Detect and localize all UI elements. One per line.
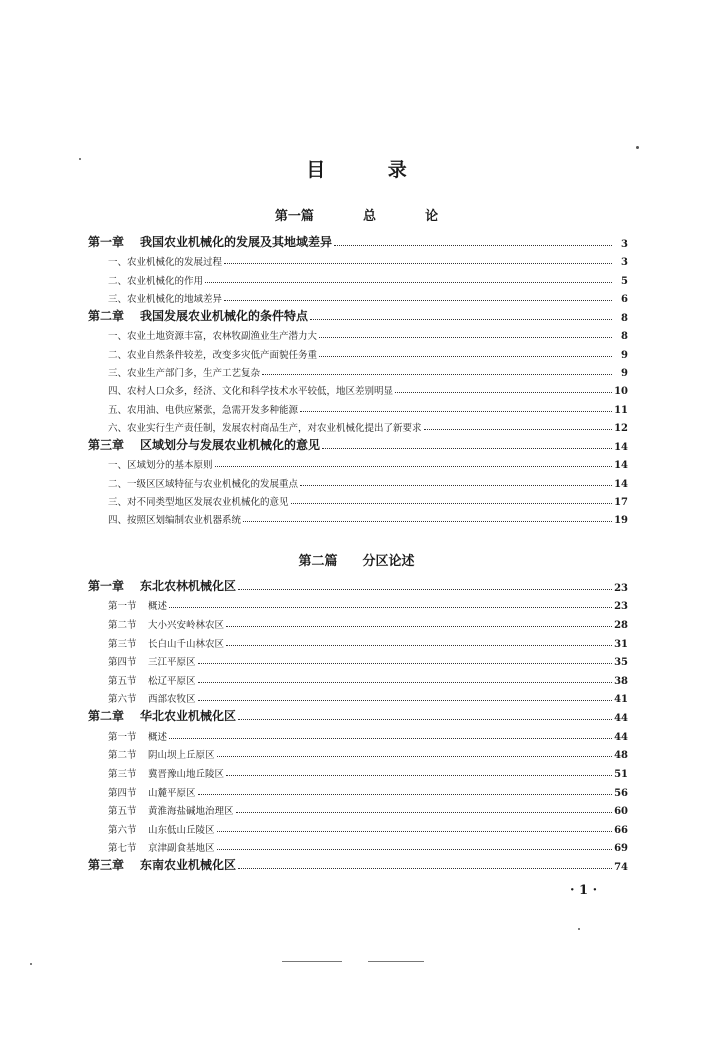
dot-leader	[238, 589, 612, 590]
toc-page-number: 44	[614, 731, 628, 743]
toc-entry-label	[88, 307, 308, 324]
dot-leader	[238, 868, 612, 869]
toc-section-row[interactable]	[88, 817, 628, 836]
toc-page-number: 19	[614, 515, 628, 527]
part2-name: 分区论述	[362, 554, 415, 569]
toc-entry-label	[108, 673, 196, 687]
toc-page-number: 3	[621, 257, 628, 269]
toc-section-row[interactable]	[88, 650, 628, 669]
toc-page-number: 8	[621, 312, 628, 324]
toc-entry-label	[108, 691, 196, 705]
toc-entry-label	[108, 598, 167, 612]
toc-entry-label	[108, 402, 298, 416]
dot-leader	[198, 794, 612, 795]
toc-entry-title: 京津副食基地区	[148, 843, 215, 855]
toc-section-row[interactable]	[88, 268, 628, 286]
toc-page-number: 14	[614, 478, 628, 490]
toc-entry-number: 第二节	[108, 750, 137, 762]
dot-leader	[217, 849, 612, 850]
dot-leader	[322, 448, 612, 449]
toc-page-number: 5	[621, 275, 628, 287]
toc-entry-title: 三、农业机械化的地域差异	[108, 293, 223, 305]
toc-chapter-row[interactable]	[88, 434, 628, 453]
toc-section-row[interactable]	[88, 490, 628, 508]
toc-entry-title: 黄淮海盐碱地治理区	[148, 806, 234, 818]
toc-entry-title: 一、农业土地资源丰富，农林牧副渔业生产潜力大	[108, 331, 318, 343]
toc-section-row[interactable]	[88, 594, 628, 613]
toc-chapter-row[interactable]	[88, 575, 628, 594]
toc-entry-label	[108, 747, 215, 761]
toc-entry-title: 三、对不同类型地区发展农业机械化的意见	[108, 497, 289, 509]
toc-entry-label	[108, 457, 213, 471]
dot-leader	[319, 337, 612, 338]
dot-leader	[226, 645, 612, 646]
toc-chapter-row[interactable]	[88, 231, 628, 250]
toc-chapter-row[interactable]	[88, 305, 628, 324]
toc-entry-title: 五、农用油、电供应紧张，急需开发多种能源	[108, 404, 299, 416]
dot-leader	[262, 374, 612, 375]
toc-section-row[interactable]	[88, 453, 628, 471]
toc-entry-title: 三、农业生产部门多，生产工艺复杂	[108, 367, 261, 379]
toc-chapter-row[interactable]	[88, 854, 628, 873]
toc-page-number: 10	[614, 386, 628, 398]
dot-leader	[424, 429, 612, 430]
dot-leader	[310, 319, 612, 320]
toc-entry-number: 第一章	[88, 234, 125, 249]
dot-leader	[224, 263, 612, 264]
scan-speck	[636, 146, 639, 149]
toc-entry-label	[108, 291, 222, 305]
toc-section-row[interactable]	[88, 761, 628, 780]
toc-page-number: 9	[621, 349, 628, 361]
toc-entry-title: 区域划分与发展农业机械化的意见	[140, 437, 321, 452]
part2-toc	[88, 575, 628, 873]
toc-entry-number: 第四节	[108, 787, 137, 799]
toc-page-number: 23	[614, 601, 628, 613]
dot-leader	[226, 775, 612, 776]
toc-section-row[interactable]	[88, 324, 628, 342]
dot-leader	[300, 485, 612, 486]
toc-entry-title: 东南农业机械化区	[140, 858, 237, 873]
part1-number: 第一篇	[274, 209, 314, 224]
toc-page-number: 28	[614, 619, 628, 631]
toc-entry-number: 第三章	[88, 858, 125, 873]
scan-speck	[578, 928, 580, 930]
toc-entry-label	[88, 707, 236, 724]
toc-entry-label	[108, 803, 234, 817]
toc-entry-number: 第三节	[108, 638, 137, 650]
toc-entry-title: 大小兴安岭林农区	[148, 619, 225, 631]
toc-page-number: 69	[614, 843, 628, 855]
toc-entry-title: 西部农牧区	[148, 694, 196, 706]
toc-entry-title: 四、农村人口众多，经济、文化和科学技术水平较低，地区差别明显	[108, 386, 394, 398]
toc-section-row[interactable]	[88, 379, 628, 397]
toc-entry-number: 第二节	[108, 619, 137, 631]
part2-heading	[0, 550, 713, 569]
toc-entry-title: 冀晋豫山地丘陵区	[148, 768, 225, 780]
toc-page-number: 60	[614, 806, 628, 818]
toc-entry-label	[88, 436, 320, 453]
toc-entry-label	[108, 766, 224, 780]
toc-page-number: 48	[614, 750, 628, 762]
toc-section-row[interactable]	[88, 416, 628, 434]
toc-entry-title: 山东低山丘陵区	[148, 824, 215, 836]
scan-speck	[30, 963, 32, 965]
toc-entry-title: 阴山坝上丘原区	[148, 750, 215, 762]
toc-page-number: 12	[614, 423, 628, 435]
part2-number: 第二篇	[298, 554, 338, 569]
toc-page-number: 74	[614, 862, 628, 874]
toc-page-number: 35	[614, 657, 628, 669]
toc-entry-title: 我国农业机械化的发展及其地域差异	[140, 234, 333, 249]
toc-entry-title: 一、区域划分的基本原则	[108, 460, 213, 472]
dot-leader	[238, 719, 612, 720]
dot-leader	[300, 411, 612, 412]
toc-entry-label	[108, 365, 260, 379]
toc-section-row[interactable]	[88, 397, 628, 415]
toc-entry-label	[108, 636, 224, 650]
toc-section-row[interactable]	[88, 668, 628, 687]
toc-entry-number: 第五节	[108, 806, 137, 818]
toc-entry-number: 第六节	[108, 824, 137, 836]
toc-section-row[interactable]	[88, 508, 628, 526]
toc-entry-title: 东北农林机械化区	[140, 578, 237, 593]
toc-entry-label	[108, 347, 317, 361]
scan-smudge	[368, 961, 424, 962]
toc-page-number: 9	[621, 367, 628, 379]
toc-section-row[interactable]	[88, 780, 628, 799]
toc-entry-label	[108, 654, 196, 668]
toc-section-row[interactable]	[88, 471, 628, 489]
part1-name-a: 总	[362, 209, 376, 224]
toc-entry-label	[108, 476, 298, 490]
toc-entry-title: 三江平原区	[148, 657, 196, 669]
toc-section-row[interactable]	[88, 836, 628, 855]
dot-leader	[198, 682, 612, 683]
toc-entry-number: 第一节	[108, 731, 137, 743]
toc-entry-number: 第一章	[88, 578, 125, 593]
scan-smudge	[282, 961, 342, 962]
toc-page-number: 11	[614, 404, 628, 416]
toc-entry-label	[88, 233, 332, 250]
toc-entry-label	[88, 577, 236, 594]
page-number: · 1 ·	[570, 883, 598, 898]
toc-section-row[interactable]	[88, 250, 628, 268]
toc-entry-number: 第三节	[108, 768, 137, 780]
toc-entry-title: 松辽平原区	[148, 675, 196, 687]
dot-leader	[205, 282, 612, 283]
toc-entry-label	[108, 617, 224, 631]
toc-page-number: 6	[621, 293, 628, 305]
dot-leader	[226, 626, 612, 627]
page-title: 目 录	[306, 159, 435, 181]
toc-entry-label	[108, 729, 167, 743]
toc-section-row[interactable]	[88, 687, 628, 706]
part1-heading	[0, 205, 713, 224]
dot-leader	[217, 831, 612, 832]
part1-name-b: 论	[425, 209, 439, 224]
dot-leader	[334, 245, 612, 246]
toc-entry-title: 二、农业自然条件较差，改变多灾低产面貌任务重	[108, 349, 318, 361]
toc-entry-title: 一、农业机械化的发展过程	[108, 257, 223, 269]
toc-page-number: 31	[614, 638, 628, 650]
dot-leader	[319, 356, 612, 357]
toc-entry-title: 华北农业机械化区	[140, 709, 237, 724]
scan-speck	[79, 158, 81, 160]
toc-entry-label	[108, 840, 215, 854]
toc-entry-title: 二、一级区区域特征与农业机械化的发展重点	[108, 478, 299, 490]
dot-leader	[224, 300, 612, 301]
toc-entry-label	[108, 383, 393, 397]
dot-leader	[198, 663, 612, 664]
toc-entry-number: 第二章	[88, 709, 125, 724]
toc-section-row[interactable]	[88, 287, 628, 305]
toc-entry-title: 概述	[148, 601, 168, 613]
toc-entry-title: 我国发展农业机械化的条件特点	[140, 308, 309, 323]
toc-entry-number: 第四节	[108, 657, 137, 669]
toc-page-number: 66	[614, 824, 628, 836]
toc-page-number: 8	[621, 331, 628, 343]
toc-chapter-row[interactable]	[88, 705, 628, 724]
toc-entry-number: 第六节	[108, 694, 137, 706]
toc-page-number: 41	[614, 694, 628, 706]
toc-entry-title: 六、农业实行生产责任制，发展农村商品生产，对农业机械化提出了新要求	[108, 423, 422, 435]
dot-leader	[291, 503, 612, 504]
part1-toc	[88, 231, 628, 526]
toc-entry-title: 四、按照区划编制农业机器系统	[108, 515, 242, 527]
toc-entry-title: 二、农业机械化的作用	[108, 275, 204, 287]
dot-leader	[215, 466, 612, 467]
toc-entry-number: 第三章	[88, 437, 125, 452]
toc-entry-number: 第一节	[108, 601, 137, 613]
dot-leader	[169, 738, 612, 739]
dot-leader	[169, 607, 612, 608]
dot-leader	[395, 392, 612, 393]
toc-page-number: 51	[614, 768, 628, 780]
toc-entry-title: 山麓平原区	[148, 787, 196, 799]
toc-entry-title: 长白山千山林农区	[148, 638, 225, 650]
toc-entry-label	[108, 328, 317, 342]
toc-section-row[interactable]	[88, 361, 628, 379]
toc-entry-label	[108, 273, 203, 287]
dot-leader	[243, 521, 612, 522]
toc-entry-number: 第七节	[108, 843, 137, 855]
toc-entry-number: 第五节	[108, 675, 137, 687]
toc-page-number: 44	[614, 713, 628, 725]
toc-page-number: 14	[614, 441, 628, 453]
toc-page-number: 38	[614, 675, 628, 687]
toc-section-row[interactable]	[88, 631, 628, 650]
toc-entry-title: 概述	[148, 731, 168, 743]
toc-page-number: 17	[614, 497, 628, 509]
toc-entry-label	[108, 420, 422, 434]
toc-section-row[interactable]	[88, 342, 628, 360]
dot-leader	[217, 756, 612, 757]
toc-entry-label	[108, 822, 215, 836]
toc-entry-label	[108, 512, 241, 526]
toc-page-number: 23	[614, 582, 628, 594]
toc-entry-label	[108, 785, 196, 799]
toc-entry-label	[108, 254, 222, 268]
toc-section-row[interactable]	[88, 724, 628, 743]
toc-page-number: 14	[614, 460, 628, 472]
dot-leader	[236, 812, 612, 813]
toc-page-number: 56	[614, 787, 628, 799]
toc-section-row[interactable]	[88, 799, 628, 818]
toc-entry-label	[88, 856, 236, 873]
toc-section-row[interactable]	[88, 743, 628, 762]
toc-section-row[interactable]	[88, 612, 628, 631]
toc-entry-label	[108, 494, 289, 508]
toc-entry-number: 第二章	[88, 308, 125, 323]
dot-leader	[198, 700, 612, 701]
toc-page-number: 3	[621, 238, 628, 250]
